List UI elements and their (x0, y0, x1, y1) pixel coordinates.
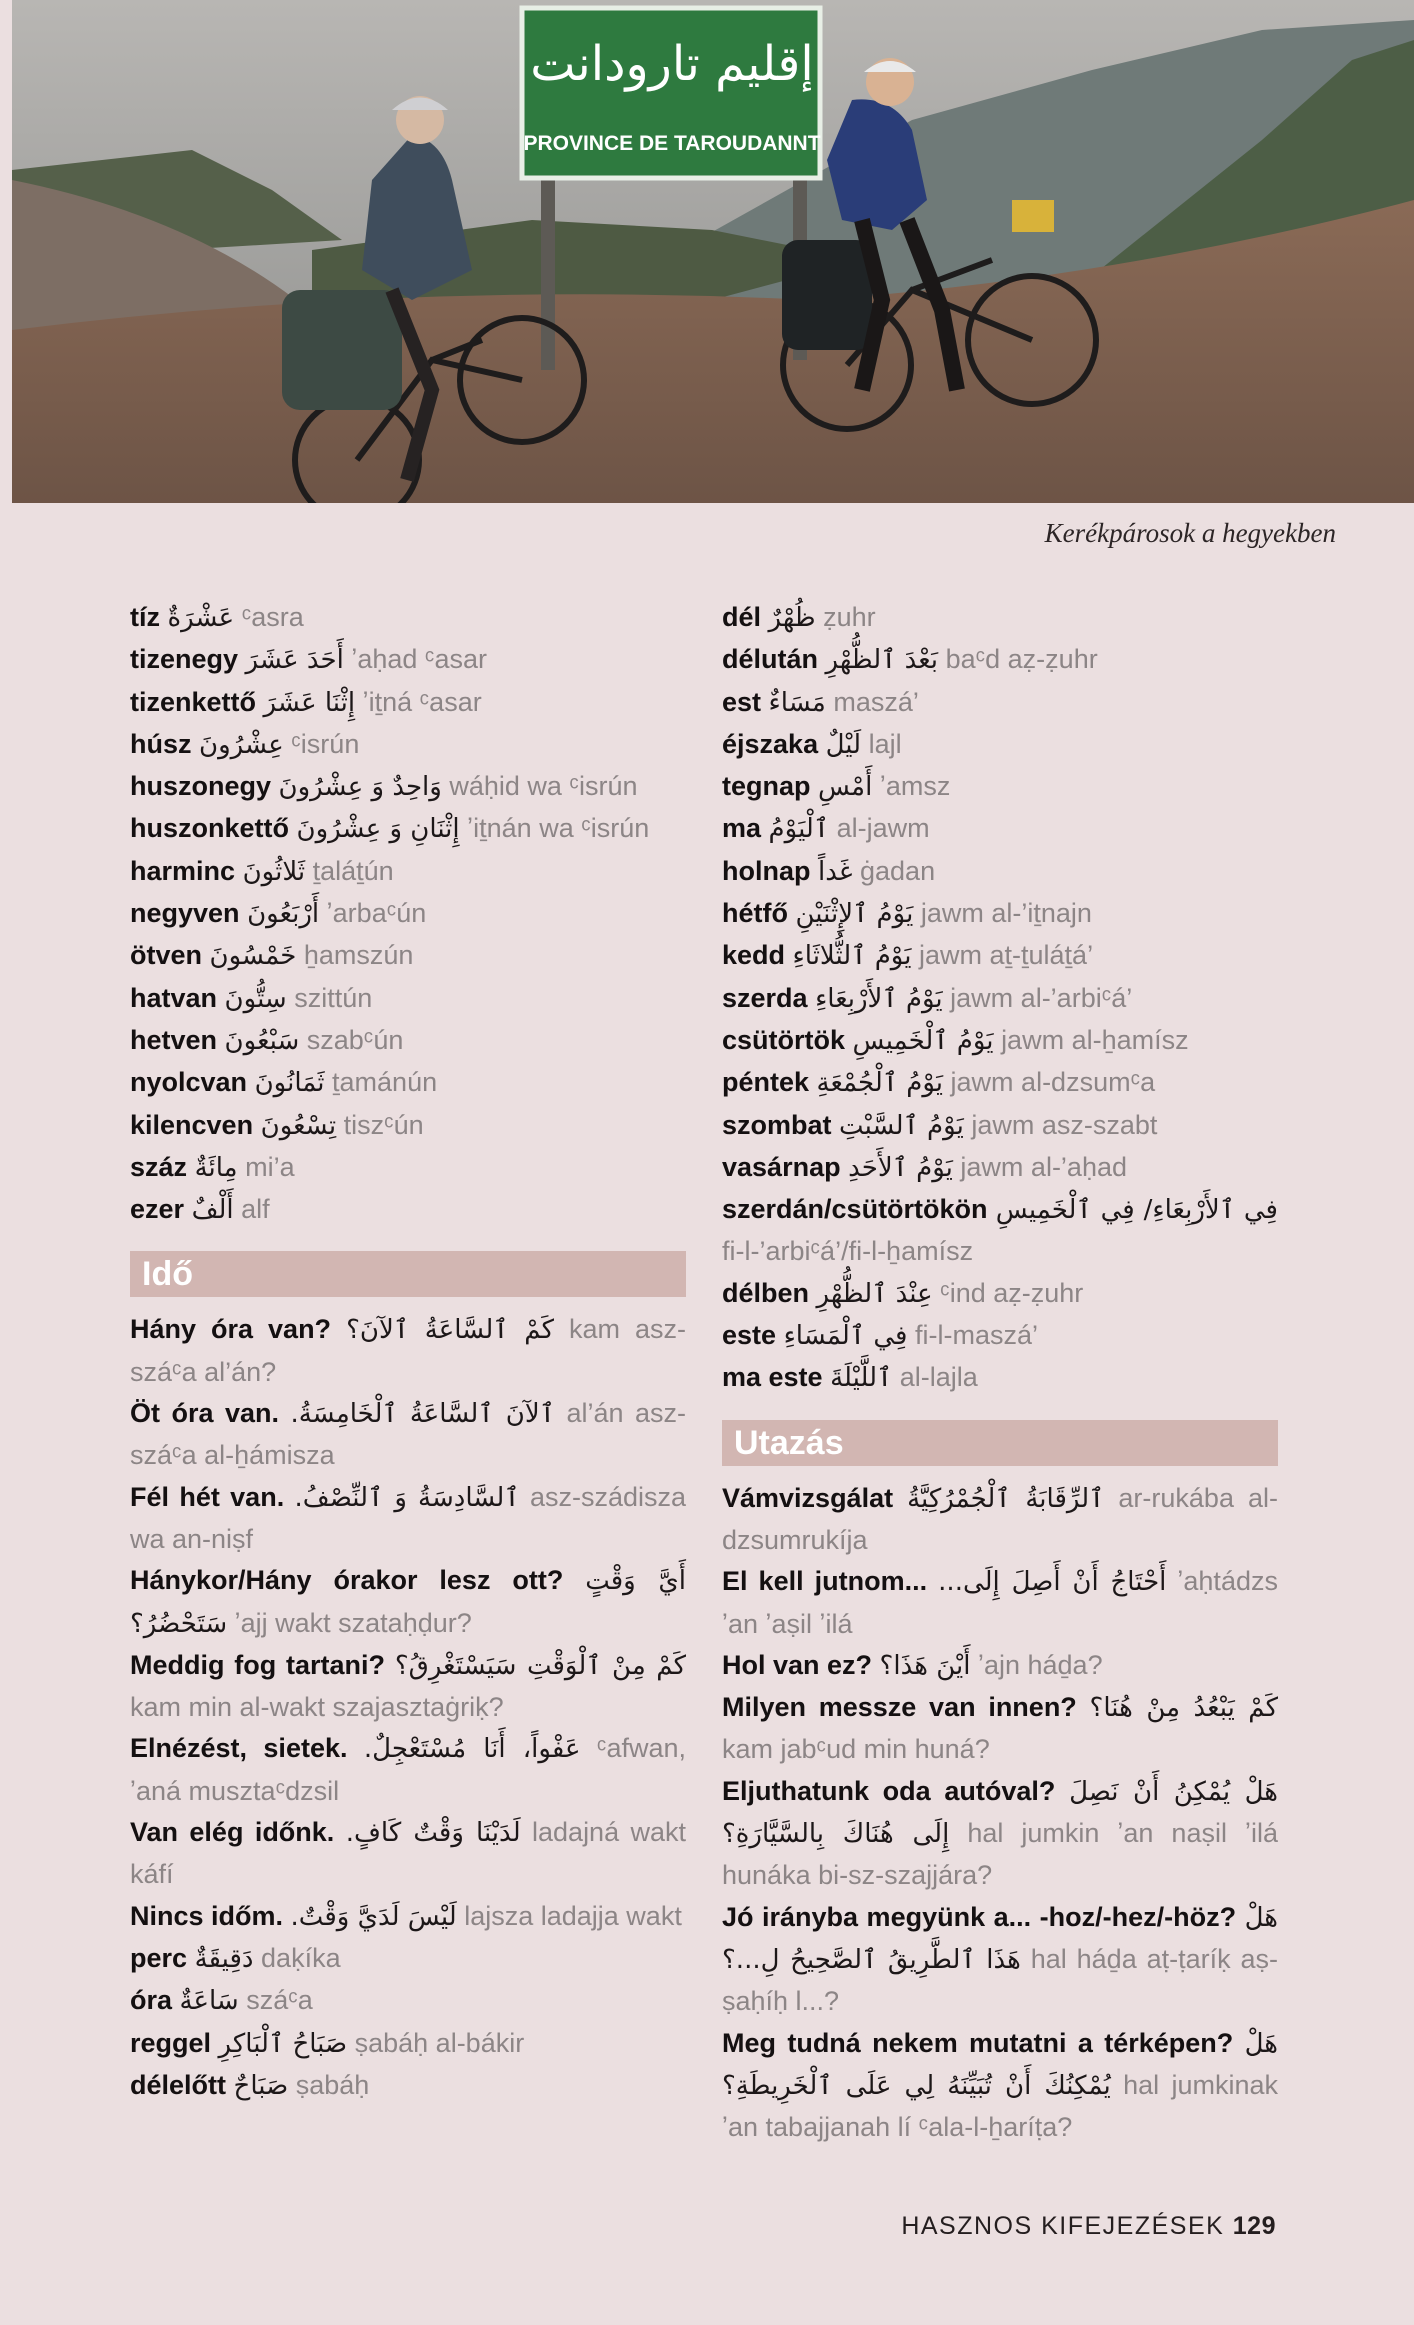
transliteration: tiszᶜún (343, 1109, 424, 1140)
hungarian-phrase: Jó irányba megyünk a... -hoz/-hez/-höz? (722, 1901, 1237, 1932)
transliteration: ʼajj wakt szataḥḍur? (234, 1607, 472, 1638)
arabic-phrase: سِتُّونَ (224, 983, 287, 1014)
phrase-entry (722, 1062, 1278, 1104)
arabic-phrase: ظُهْرٌ (768, 603, 816, 633)
arabic-phrase: ٱللَّيْلَةَ (830, 1363, 893, 1394)
hungarian-phrase: perc (130, 1942, 188, 1973)
phrase-entry (130, 1728, 686, 1812)
phrase-entry (130, 1309, 686, 1393)
phrase-entry (130, 1477, 686, 1561)
hungarian-phrase: harminc (130, 855, 236, 886)
hungarian-phrase: ötven (130, 940, 203, 971)
arabic-phrase: يَوْمُ ٱلأَحَدِ (848, 1152, 953, 1183)
arabic-phrase: ٱلْيَوْمُ (768, 814, 830, 845)
time-phrases-list (130, 1309, 686, 2107)
transliteration: lajl (868, 728, 902, 759)
phrase-entry (722, 1189, 1278, 1273)
transliteration: jawm al-dzsumᶜa (950, 1067, 1156, 1098)
arabic-phrase: عِشْرُونَ (199, 729, 284, 760)
hungarian-phrase: Elnézést, sietek. (130, 1733, 348, 1764)
phrase-entry (130, 682, 686, 724)
arabic-phrase: فِي ٱلأَرْبِعَاءِ/ فِي ٱلْخَمِيسِ (995, 1195, 1278, 1226)
hungarian-phrase: szerda (722, 982, 808, 1013)
arabic-phrase: يَوْمُ ٱلْجُمْعَةِ (816, 1068, 944, 1099)
arabic-phrase: يَوْمُ ٱلإِثْنَيْنِ (795, 899, 914, 930)
arabic-phrase: ٱلسَّادِسَةُ وَ ٱلنِّصْفُ. (294, 1482, 520, 1513)
transliteration: maszá’ (833, 686, 919, 717)
arabic-phrase: إِثْنَا عَشَرَ (263, 687, 356, 718)
arabic-phrase: هَلْ هَذَا ٱلطَّرِيقُ ٱلصَّحِيحُ لِ...؟ (722, 1902, 1278, 1975)
hungarian-phrase: Eljuthatunk oda autóval? (722, 1775, 1056, 1806)
transliteration: hal jumkin ʼan naṣil ʼilá hunáka bi-sz-szajjára? (722, 1818, 1278, 1891)
arabic-phrase: أَيْنَ هَذَا؟ (879, 1650, 971, 1681)
phrase-entry (722, 682, 1278, 724)
arabic-phrase: خَمْسُونَ (209, 941, 297, 972)
phrase-entry (722, 1771, 1278, 1897)
arabic-phrase: صَبَاحٌ (233, 2070, 289, 2101)
hungarian-phrase: száz (130, 1151, 188, 1182)
phrase-entry (722, 2023, 1278, 2149)
transliteration: fi-l-’arbiᶜá’/fi-l-ẖamísz (722, 1236, 974, 1267)
transliteration: ṯamánún (332, 1067, 438, 1098)
transliteration: alf (241, 1194, 270, 1225)
travel-phrases-list (722, 1478, 1278, 2149)
arabic-phrase: غَداً (818, 856, 853, 887)
arabic-phrase: لَيْسَ لَدَيَّ وَقْتٌ. (290, 1901, 457, 1932)
phrase-entry (130, 724, 686, 766)
phrase-entry (130, 851, 686, 893)
transliteration: al-jawm (836, 813, 930, 844)
arabic-phrase: بَعْدَ ٱلظُّهْرِ (825, 645, 939, 676)
page-number: 129 (1232, 2212, 1276, 2240)
arabic-phrase: هَلْ يُمْكِنُ أَنْ نَصِلَ إِلَى هُنَاكَ بِالسَّيَّارَةِ؟ (722, 1776, 1278, 1850)
arabic-phrase: كَمْ مِنْ ٱلْوَقْتِ سَيَسْتَغْرِقُ؟ (394, 1650, 686, 1681)
phrase-entry (130, 1812, 686, 1896)
transliteration: ġadan (860, 855, 936, 886)
arabic-phrase: سَاعَةٌ (179, 1986, 239, 2017)
transliteration: ʼaḥad ᶜasar (351, 644, 487, 675)
arabic-phrase: أَحْتَاجُ أَنْ أَصِلَ إِلَى... (938, 1567, 1167, 1598)
phrase-entry (722, 724, 1278, 766)
transliteration: kam jabᶜud min huná? (722, 1734, 990, 1765)
hungarian-phrase: szombat (722, 1109, 832, 1140)
phrase-entry (130, 1062, 686, 1104)
phrase-entry (130, 1147, 686, 1189)
hungarian-phrase: hétfő (722, 898, 788, 929)
transliteration: ʼiṯnán wa ᶜisrún (467, 813, 650, 844)
section-heading-utazas: Utazás (722, 1420, 1278, 1466)
phrase-entry (130, 2065, 686, 2107)
transliteration: ṯaláṯún (312, 855, 394, 886)
hungarian-phrase: reggel (130, 2027, 212, 2058)
phrase-entry (130, 1938, 686, 1980)
hungarian-phrase: ezer (130, 1194, 185, 1225)
transliteration: daḳíka (261, 1942, 341, 1973)
arabic-phrase: تِسْعُونَ (260, 1110, 337, 1141)
arabic-phrase: كَمْ يَبْعُدُ مِنْ هُنَا؟ (1089, 1693, 1278, 1724)
phrase-entry (130, 1560, 686, 1645)
phrase-entry (130, 1105, 686, 1147)
hungarian-phrase: délben (722, 1277, 810, 1308)
transliteration: ᶜasra (241, 602, 304, 632)
transliteration: ʼajn háḏa? (977, 1649, 1103, 1680)
transliteration: ar-rukába al-dzsumrukíja (722, 1482, 1278, 1555)
phrase-entry (722, 1020, 1278, 1062)
transliteration: ᶜind aẓ-ẓuhr (940, 1277, 1084, 1308)
transliteration: baᶜd aẓ-ẓuhr (945, 644, 1098, 675)
transliteration: jawm al-ẖamísz (1001, 1024, 1189, 1055)
hungarian-phrase: Van elég időnk. (130, 1817, 335, 1848)
phrase-entry (130, 1189, 686, 1231)
transliteration: száᶜa (246, 1985, 313, 2016)
phrase-entry (722, 1478, 1278, 1562)
phrase-entry (130, 639, 686, 681)
transliteration: jawm aṯ-ṯuláṯá’ (919, 940, 1094, 971)
arabic-phrase: أَلْفٌ (191, 1195, 234, 1226)
transliteration: ʼamsz (879, 771, 951, 802)
cyclists-photo-illustration (12, 0, 1414, 503)
arabic-phrase: عِنْدَ ٱلظُّهْرِ (816, 1278, 933, 1309)
hungarian-phrase: húsz (130, 728, 192, 759)
arabic-phrase: إِثْنَانِ وَ عِشْرُونَ (296, 814, 460, 845)
hungarian-phrase: kilencven (130, 1109, 254, 1140)
hungarian-phrase: Hánykor/Hány órakor lesz ott? (130, 1565, 564, 1596)
hungarian-phrase: Meddig fog tartani? (130, 1649, 386, 1680)
arabic-phrase: فِي ٱلْمَسَاءِ (783, 1321, 908, 1352)
hungarian-phrase: este (722, 1320, 777, 1351)
hungarian-phrase: Hol van ez? (722, 1649, 873, 1680)
transliteration: ṣabáḥ al-bákir (354, 2027, 525, 2058)
arabic-phrase: أَيَّ وَقْتٍ سَتَحْضُرُ؟ (130, 1566, 686, 1639)
phrase-entry (722, 1105, 1278, 1147)
arabic-phrase: صَبَاحُ ٱلْبَاكِرِ (218, 2028, 348, 2059)
header-photo (12, 0, 1414, 503)
transliteration: ᶜafwan, ʼaná musztaᶜdzsil (130, 1733, 686, 1806)
transliteration: mi’a (245, 1151, 295, 1182)
hungarian-phrase: Fél hét van. (130, 1481, 285, 1512)
arabic-phrase: أَحَدَ عَشَرَ (245, 645, 344, 676)
phrase-entry (722, 808, 1278, 850)
arabic-phrase: مَسَاءٌ (768, 687, 826, 718)
phrase-entry (130, 935, 686, 977)
transliteration: wáḥid wa ᶜisrún (449, 771, 638, 802)
phrase-entry (130, 893, 686, 935)
transliteration: asz-szádisza wa an-niṣf (130, 1481, 686, 1554)
arabic-phrase: سَبْعُونَ (224, 1025, 300, 1056)
phrase-entry (722, 851, 1278, 893)
transliteration: ṣabáḥ (295, 2069, 370, 2100)
hungarian-phrase: csütörtök (722, 1024, 846, 1055)
phrase-entry (130, 1896, 686, 1938)
arabic-phrase: مِائَةٌ (194, 1152, 238, 1183)
hungarian-phrase: éjszaka (722, 728, 819, 759)
footer-title: HASZNOS KIFEJEZÉSEK (901, 2212, 1225, 2240)
hungarian-phrase: El kell jutnom... (722, 1566, 928, 1597)
transliteration: kam min al-wakt szajasztaġriḳ? (130, 1692, 504, 1723)
sign-arabic-text: إقليم تارودانت (530, 36, 814, 92)
arabic-phrase: ثَمَانُونَ (254, 1068, 325, 1099)
arabic-phrase: ثَلاثُونَ (242, 856, 306, 887)
phrase-entry (722, 597, 1278, 639)
phrase-entry (130, 1980, 686, 2022)
arabic-phrase: ٱلرِّقَابَةُ ٱلْجُمْرُكِيَّةُ (907, 1483, 1105, 1514)
sign-latin-text: PROVINCE DE TAROUDANNT (523, 132, 821, 155)
arabic-phrase: كَمْ ٱلسَّاعَةُ ٱلآنَ؟ (346, 1315, 554, 1346)
phrase-entry (130, 808, 686, 850)
hungarian-phrase: tizenegy (130, 644, 239, 675)
hungarian-phrase: tegnap (722, 771, 811, 802)
phrase-entry (722, 1357, 1278, 1399)
phrase-entry (722, 1315, 1278, 1357)
arabic-phrase: دَقِيقَةٌ (194, 1943, 254, 1974)
arabic-phrase: عَشْرَةٌ (167, 603, 235, 633)
hungarian-phrase: dél (722, 602, 762, 632)
hungarian-phrase: ma este (722, 1362, 823, 1393)
arabic-phrase: يَوْمُ ٱلسَّبْتِ (839, 1110, 964, 1141)
hungarian-phrase: Vámvizsgálat (722, 1482, 894, 1513)
phrase-entry (130, 2023, 686, 2065)
hungarian-phrase: huszonkettő (130, 813, 289, 844)
hungarian-phrase: vasárnap (722, 1151, 841, 1182)
arabic-phrase: ٱلآنَ ٱلسَّاعَةُ ٱلْخَامِسَةُ. (290, 1399, 555, 1430)
arabic-phrase: يَوْمُ ٱلأَرْبِعَاءِ (815, 983, 943, 1014)
transliteration: jawm al-’aḥad (960, 1151, 1127, 1182)
phrase-entry (130, 597, 686, 639)
phrase-entry (130, 1020, 686, 1062)
phrase-entry (722, 1147, 1278, 1189)
transliteration: ʼiṯná ᶜasar (362, 686, 482, 717)
phrase-entry (722, 639, 1278, 681)
hungarian-phrase: óra (130, 1985, 173, 2016)
transliteration: ᶜisrún (291, 728, 360, 759)
hungarian-phrase: kedd (722, 940, 786, 971)
phrase-entry (722, 1561, 1278, 1645)
phrase-entry (722, 978, 1278, 1020)
right-column (722, 597, 1278, 2148)
arabic-phrase: يَوْمُ ٱلْخَمِيسِ (852, 1025, 994, 1056)
transliteration: ʼarbaᶜún (326, 898, 427, 929)
transliteration: ẓuhr (823, 602, 876, 632)
section-heading-ido: Idő (130, 1251, 686, 1297)
arabic-phrase: هَلْ يُمْكِنُكَ أَنْ تُبَيِّنَهُ لِي عَلَى ٱلْخَرِيطَةِ؟ (722, 2028, 1278, 2101)
transliteration: szittún (294, 982, 373, 1013)
transliteration: hal jumkinak ʼan tabajjanah lí ᶜala-l-ẖaríṭa? (722, 2069, 1278, 2143)
hungarian-phrase: Hány óra van? (130, 1314, 332, 1345)
arabic-phrase: أَرْبَعُونَ (247, 899, 320, 930)
transliteration: jawm al-’arbiᶜá’ (950, 982, 1133, 1013)
hungarian-phrase: est (722, 686, 762, 717)
phrase-entry (722, 935, 1278, 977)
arabic-phrase: وَاحِدٌ وَ عِشْرُونَ (278, 772, 442, 803)
arabic-phrase: لَدَيْنَا وَقْتٌ كَافٍ. (345, 1818, 521, 1849)
phrase-entry (722, 1273, 1278, 1315)
transliteration: kam asz-száᶜa al’án? (130, 1314, 686, 1387)
phrase-entry (130, 1393, 686, 1477)
transliteration: al-lajla (899, 1362, 978, 1393)
hungarian-phrase: péntek (722, 1067, 810, 1098)
hungarian-phrase: hatvan (130, 982, 218, 1013)
hungarian-phrase: huszonegy (130, 771, 272, 802)
photo-caption: Kerékpárosok a hegyekben (1044, 518, 1336, 548)
hungarian-phrase: nyolcvan (130, 1067, 248, 1098)
transliteration: ẖamszún (303, 940, 414, 971)
phrase-entry (130, 1645, 686, 1729)
phrase-entry (722, 766, 1278, 808)
hungarian-phrase: tíz (130, 602, 160, 632)
numbers-list (130, 597, 686, 1231)
phrase-entry (130, 766, 686, 808)
transliteration: lajsza ladajja wakt (464, 1900, 682, 1931)
page-footer (901, 2212, 1276, 2241)
phrase-entry (722, 1645, 1278, 1687)
hungarian-phrase: tizenkettő (130, 686, 257, 717)
hungarian-phrase: délelőtt (130, 2069, 227, 2100)
hungarian-phrase: Milyen messze van innen? (722, 1692, 1077, 1723)
phrase-entry (722, 1687, 1278, 1771)
arabic-phrase: لَيْلٌ (825, 729, 862, 760)
transliteration: szabᶜún (306, 1024, 404, 1055)
transliteration: jawm asz-szabt (971, 1109, 1158, 1140)
hungarian-phrase: szerdán/csütörtökön (722, 1194, 988, 1225)
left-column (130, 597, 686, 2107)
arabic-phrase: أَمْسِ (818, 772, 873, 803)
transliteration: fi-l-maszá’ (914, 1320, 1038, 1351)
transliteration: al’án asz-száᶜa al-ẖámisza (130, 1398, 686, 1471)
hungarian-phrase: délután (722, 644, 819, 675)
transliteration: jawm al-’iṯnajn (920, 898, 1092, 929)
phrase-entry (130, 978, 686, 1020)
transliteration: hal háḏa aṭ-ṭaríḳ aṣ-ṣaḥíḥ l...? (722, 1943, 1278, 2017)
hungarian-phrase: Öt óra van. (130, 1398, 279, 1429)
hungarian-phrase: Nincs időm. (130, 1900, 284, 1931)
phrase-entry (722, 1897, 1278, 2023)
transliteration: ʼaḥtádzs ʼan ʼaṣil ʼilá (722, 1566, 1278, 1639)
hungarian-phrase: holnap (722, 855, 811, 886)
hungarian-phrase: Meg tudná nekem mutatni a térképen? (722, 2027, 1234, 2058)
phrase-entry (722, 893, 1278, 935)
transliteration: ladajná wakt káfí (130, 1817, 686, 1890)
times-of-day-list (722, 597, 1278, 1400)
hungarian-phrase: hetven (130, 1024, 218, 1055)
arabic-phrase: يَوْمُ ٱلثُّلاثَاءِ (792, 941, 912, 972)
hungarian-phrase: negyven (130, 898, 240, 929)
arabic-phrase: عَفْواً، أَنَا مُسْتَعْجِلٌ. (363, 1734, 581, 1765)
hungarian-phrase: ma (722, 813, 762, 844)
